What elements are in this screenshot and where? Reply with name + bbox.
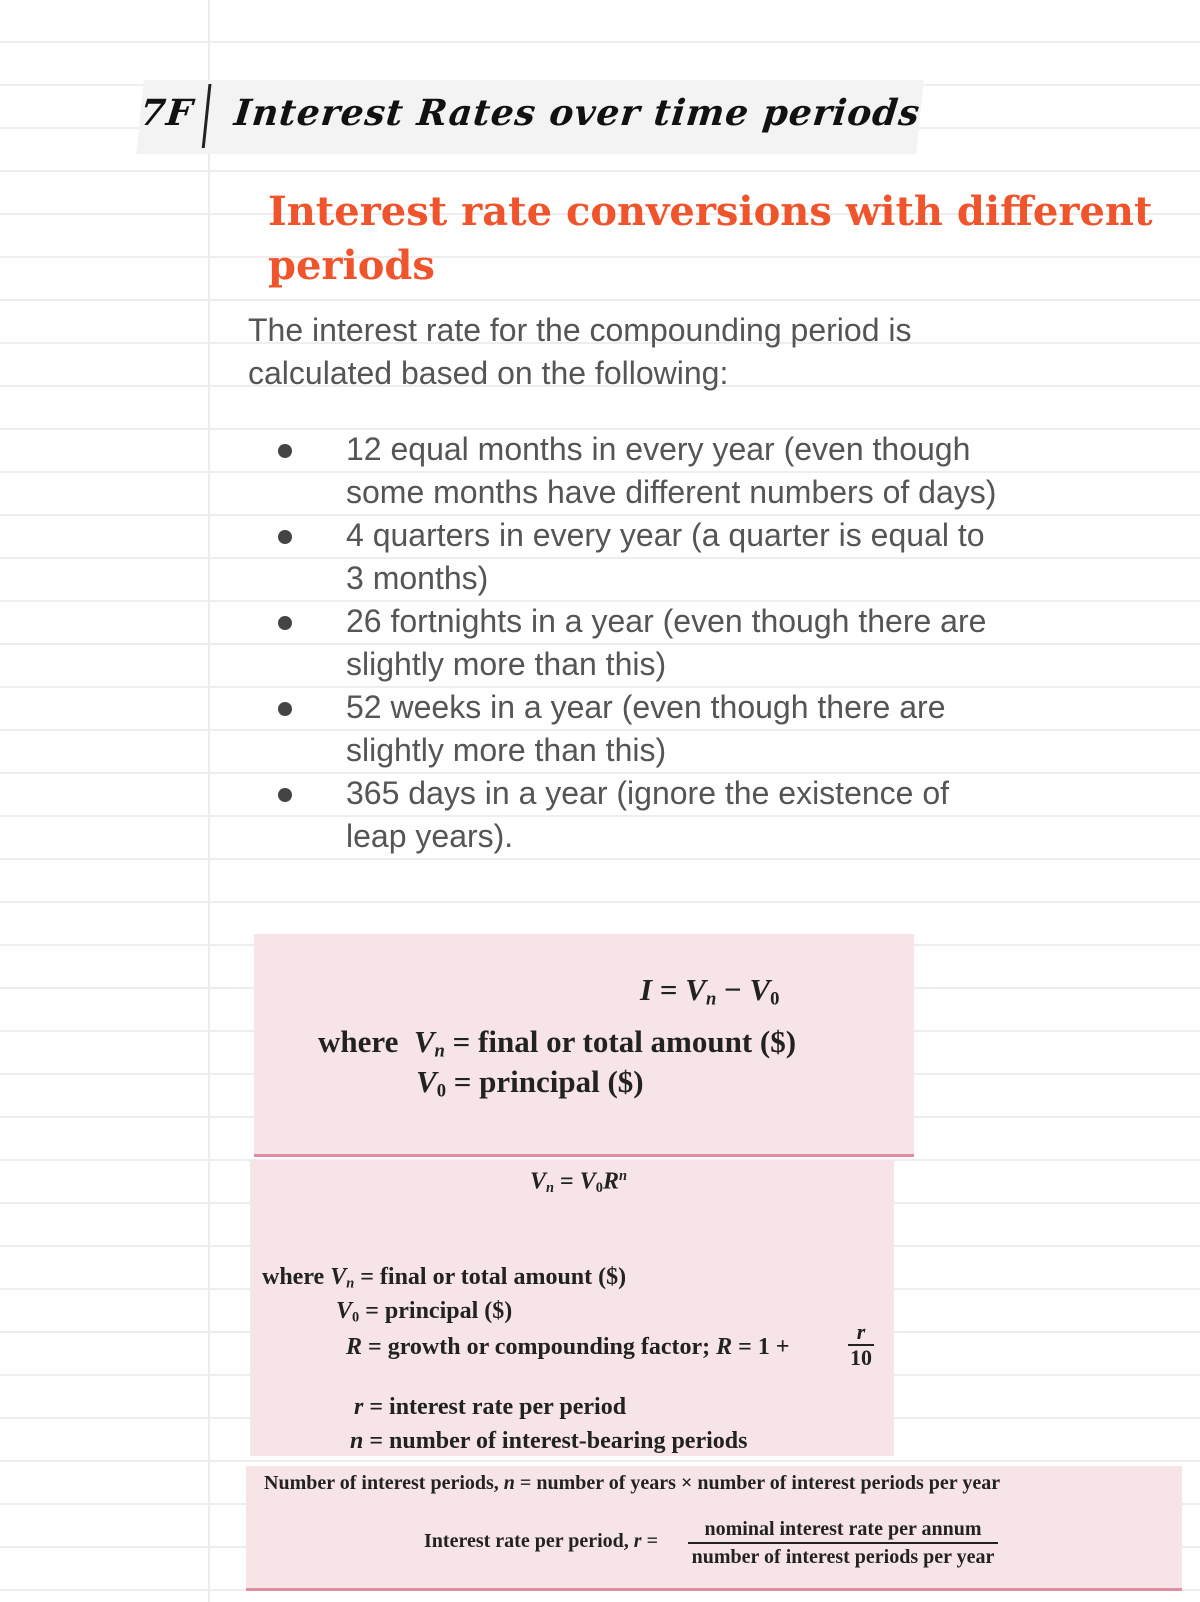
r-definition: R = growth or compounding factor; R = 1 +: [346, 1334, 790, 1360]
interest-equation: $I = V_n - V_0$: [640, 972, 780, 1010]
list-item: [258, 600, 998, 686]
interest-formula-box: [254, 934, 914, 1157]
v0-definition: $V_0$ = principal ($): [336, 1298, 513, 1326]
handwritten-section-number: 7F: [138, 92, 196, 134]
bullet-dot: [278, 444, 292, 458]
bullet-dot: [278, 788, 292, 802]
period-conversion-box: [246, 1466, 1182, 1591]
bullet-dot: [278, 530, 292, 544]
list-item: [258, 686, 998, 772]
list-item-text: 4 quarters in every year (a quarter is equal to 3 months): [346, 517, 985, 596]
assumptions-list: [258, 428, 998, 858]
handwritten-separator: [202, 84, 212, 148]
handwritten-title-text: Interest Rates over time periods: [232, 92, 923, 134]
notebook-margin-line: [208, 0, 210, 1602]
list-item: [258, 428, 998, 514]
bullet-dot: [278, 702, 292, 716]
rate-definition: r = interest rate per period: [354, 1394, 627, 1420]
list-item: [258, 514, 998, 600]
list-item-text: 365 days in a year (ignore the existence of leap years).: [346, 775, 950, 854]
bullet-dot: [278, 616, 292, 630]
periods-definition: n = number of interest-bearing periods: [350, 1428, 748, 1454]
rate-per-period-fraction: nominal interest rate per annum number of interest periods per year: [688, 1516, 998, 1570]
list-item: [258, 772, 998, 858]
growth-fraction: $\frac{r}{10}$: [850, 1319, 872, 1370]
intro-paragraph: The interest rate for the compounding period is calculated based on the following:: [248, 312, 912, 391]
list-item-text: 12 equal months in every year (even though some months have different numbers of days): [346, 431, 997, 510]
vn-definition: where $V_n$ = final or total amount ($): [318, 1024, 797, 1062]
periods-count-formula: Number of interest periods, n = number of years × number of interest periods per year: [264, 1472, 1001, 1494]
section-heading: Interest rate conversions with different periods: [268, 188, 1153, 289]
handwritten-title: [136, 80, 924, 154]
compound-equation: $V_n = V_0R^n$: [530, 1168, 627, 1197]
compound-formula-box: [250, 1160, 894, 1456]
vn-definition: where $V_n$ = final or total amount ($): [262, 1264, 627, 1292]
list-item-text: 52 weeks in a year (even though there are slightly more than this): [346, 689, 946, 768]
list-item-text: 26 fortnights in a year (even though there are slightly more than this): [346, 603, 987, 682]
rate-per-period-label: Interest rate per period, r =: [424, 1530, 658, 1552]
v0-definition: $V_0$ = principal ($): [416, 1064, 644, 1102]
